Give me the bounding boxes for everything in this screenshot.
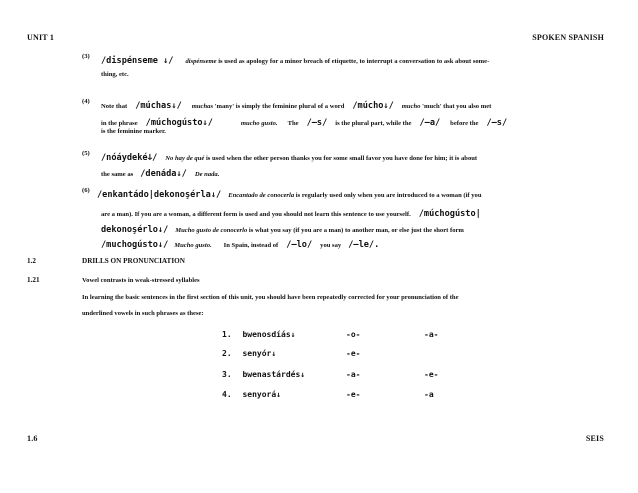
note-3-number: (3) [82, 53, 90, 60]
note-6-phonetic-4: /muchogústo↓/ [101, 240, 169, 250]
drill-col2-1: -a- [424, 330, 439, 339]
note-3-text: is used as apology for a minor breach of etiquette, to interrupt a conversation to ask about some- [216, 58, 490, 65]
book-title: SPOKEN SPANISH [532, 33, 604, 42]
note-3-term: dispénseme [185, 58, 217, 65]
note-6-phonetic: /enkantádo|dekonoşérla↓/ [97, 190, 222, 200]
note-5-phonetic: /nóáydekéↆ/ [101, 153, 158, 163]
note-4-line1 [101, 95, 491, 113]
note-6-number: (6) [82, 187, 90, 194]
note-6-phonetic-3: dekonoşérlo↓/ [101, 225, 169, 235]
note-4-phonetic-3: /múchogústo↓/ [145, 118, 213, 128]
note-5-text: is used when the other person thanks you for some small favor you have done for him; it is about [204, 155, 478, 162]
drill-number: 2. [222, 349, 232, 358]
note-6-text-l4b: you say [320, 242, 342, 249]
drill-col1-1: -o- [346, 330, 361, 339]
note-6-text: is regularly used only when you are introduced to a woman (if you [294, 192, 482, 199]
note-3-phonetic: /dispénseme ↓/ [101, 56, 174, 66]
note-5-term: No hay de qué [165, 155, 205, 162]
note-6-term-4: Mucho gusto. [174, 242, 212, 249]
note-4-text-l2c: is the plural part, while the [335, 120, 412, 127]
note-5-phonetic-2: /denáda↓/ [140, 169, 187, 179]
section-1-21-title: Vowel contrasts in weak-stressed syllables [82, 277, 200, 284]
page-word: SEIS [585, 434, 604, 443]
note-4-term-1: muchas [191, 103, 214, 110]
note-4-phonetic-6: /—s/ [486, 118, 508, 128]
note-4-text-b: 'many' is simply the feminine plural of a word [213, 103, 345, 110]
drill-row-4 [222, 390, 281, 399]
drill-number: 1. [222, 330, 232, 339]
intro-line2: underlined vowels in such phrases as these: [82, 310, 204, 317]
section-1-21-number: 1.21 [27, 276, 40, 284]
drill-row-1 [222, 330, 295, 339]
drill-list [222, 330, 602, 410]
drill-phrase: bwenosdíás↓ [242, 330, 296, 339]
drill-col1-3: -a- [346, 370, 361, 379]
note-6-term: Encantado de conocerla [228, 192, 295, 199]
note-4-term-2: mucho [401, 103, 421, 110]
drill-row-3 [222, 370, 305, 379]
note-4-text-l2b: The [287, 120, 299, 127]
note-5-number: (5) [82, 150, 90, 157]
note-4-text-l2d: before the [450, 120, 479, 127]
drill-row-2 [222, 349, 276, 358]
note-4-phonetic-5: /—a/ [419, 118, 441, 128]
drill-col2-3: -e- [424, 370, 439, 379]
drill-phrase: senyór↓ [242, 349, 277, 358]
drill-phrase: senyorá↓ [242, 390, 281, 399]
note-4-text-c: 'much' that you also met [420, 103, 492, 110]
note-4-number: (4) [82, 98, 90, 105]
note-3-line2: thing, etc. [101, 71, 129, 78]
section-1-2-number: 1.2 [27, 257, 36, 265]
note-5-text-l2a: the same as [101, 171, 134, 178]
drill-col1-2: -e- [346, 349, 361, 358]
note-5-line2 [101, 163, 219, 181]
note-4-phonetic-2: /múcho↓/ [352, 101, 394, 111]
drill-number: 3. [222, 370, 232, 379]
note-4-phonetic-4: /—s/ [306, 118, 328, 128]
note-4-text-l2a: in the phrase [101, 120, 138, 127]
note-3-line1 [101, 50, 489, 68]
note-6-phonetic-2: /múchogústo| [418, 209, 481, 219]
note-6-line4 [101, 234, 379, 252]
section-1-2-title: DRILLS ON PRONUNCIATION [82, 257, 185, 265]
note-6-phonetic-5: /—lo/ [286, 240, 313, 250]
drill-number: 4. [222, 390, 232, 399]
drill-phrase: bwenastárdés↓ [242, 370, 306, 379]
page-number: 1.6 [27, 434, 38, 443]
note-4-term-3: mucho gusto. [240, 120, 278, 127]
note-6-text-l2: are a man). If you are a woman, a different form is used and you should not learn this sentence to use yourself. [101, 211, 411, 218]
note-6-text-l3: is what you say (if you are a man) to another man, or else just the short form [247, 227, 464, 234]
intro-line1: In learning the basic sentences in the first section of this unit, you should have been repeatedly corrected for your pronunciation of the [82, 294, 459, 301]
note-5-term-2: De nada. [194, 171, 220, 178]
note-6-phonetic-6: /—le/. [348, 240, 380, 250]
note-6-line1 [97, 184, 482, 202]
drill-col2-4: -a [424, 390, 434, 399]
note-6-term-3: Mucho gusto de conocerlo [175, 227, 248, 234]
unit-label: UNIT 1 [27, 33, 55, 42]
note-4-line3: is the feminine marker. [101, 128, 166, 135]
note-4-phonetic-1: /múchas↓/ [135, 101, 182, 111]
drill-col1-4: -e- [346, 390, 361, 399]
note-4-text-a: Note that [101, 103, 128, 110]
note-6-text-l4a: In Spain, instead of [223, 242, 279, 249]
